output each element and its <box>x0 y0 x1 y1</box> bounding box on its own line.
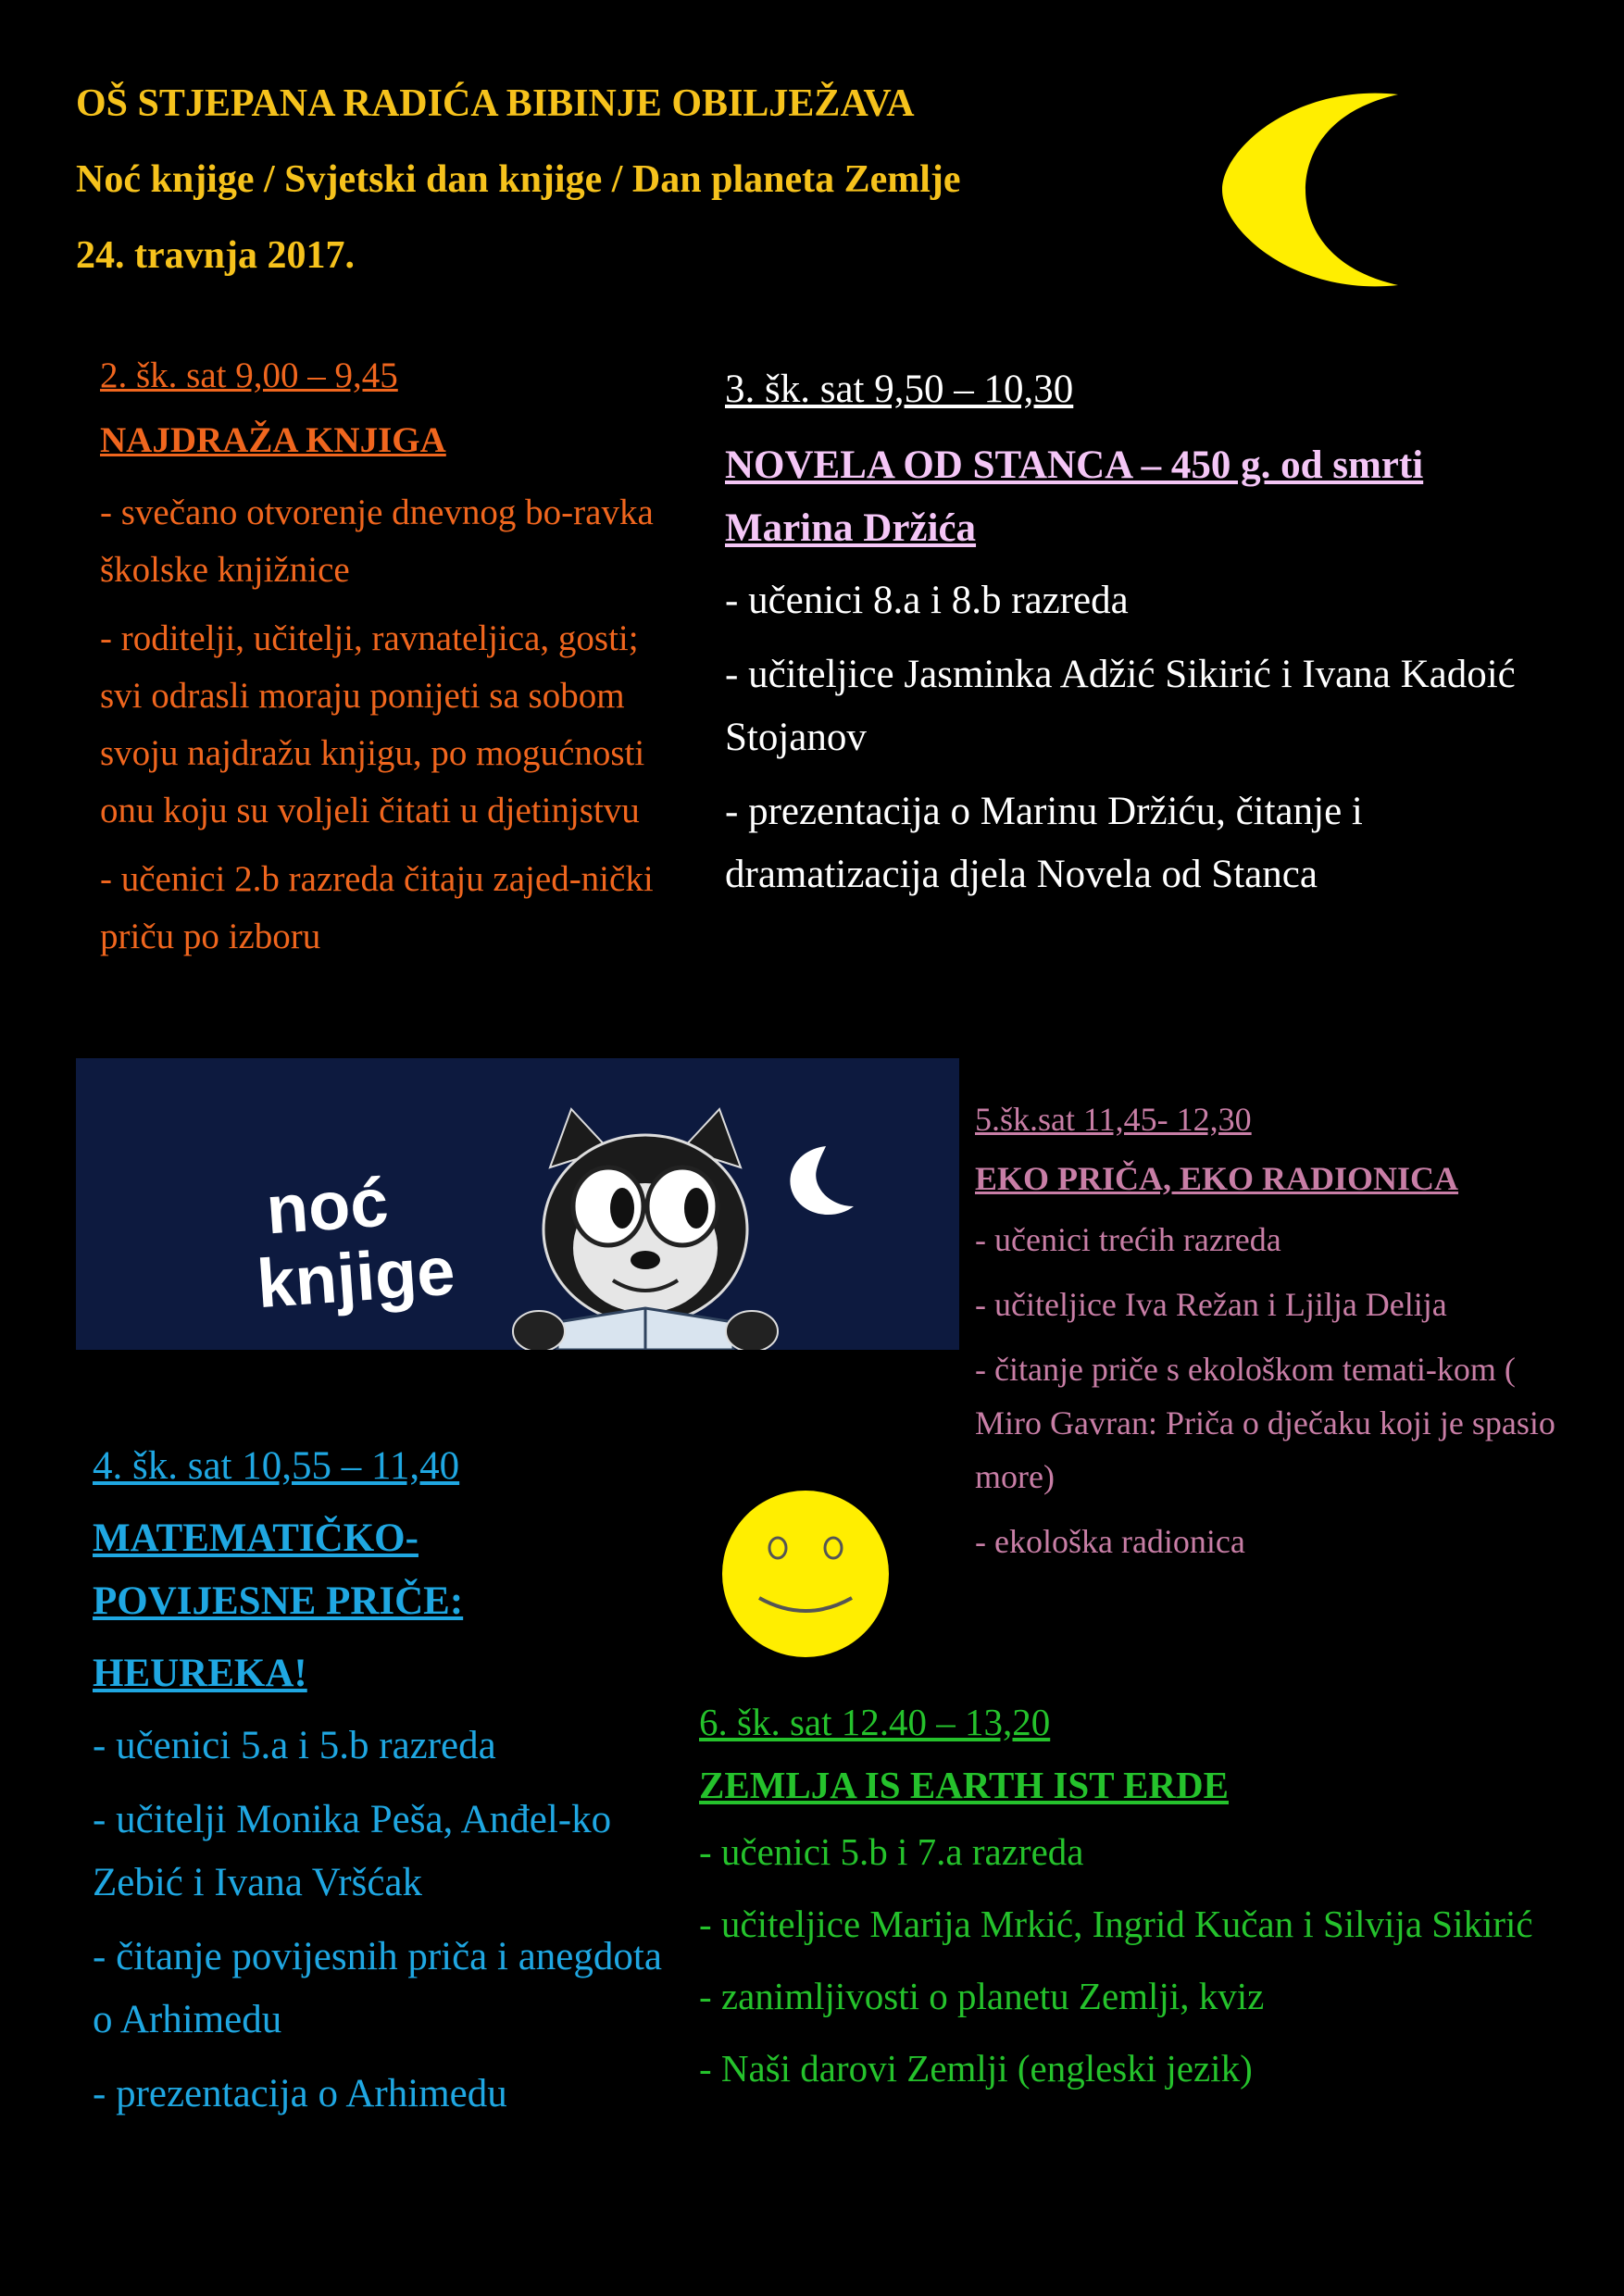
section-period-2 <box>100 347 683 977</box>
header-date-line: 24. travnja 2017. <box>76 234 355 277</box>
section-5-item: - učiteljice Iva Režan i Ljilja Delija <box>975 1286 1447 1323</box>
section-6-time: 6. šk. sat 12.40 – 13,20 <box>699 1701 1051 1743</box>
section-3-item: - prezentacija o Marinu Držiću, čitanje i dramatizacija djela Novela od Stanca <box>725 790 1363 896</box>
section-3-time: 3. šk. sat 9,50 – 10,30 <box>725 368 1074 411</box>
section-6-item: - učenici 5.b i 7.a razreda <box>699 1830 1084 1873</box>
section-period-4 <box>93 1435 685 2137</box>
section-6-item: - Naši darovi Zemlji (engleski jezik) <box>699 2047 1253 2090</box>
section-period-6 <box>699 1694 1569 2113</box>
section-4-time: 4. šk. sat 10,55 – 11,40 <box>93 1444 460 1488</box>
section-2-title: NAJDRAŽA KNJIGA <box>100 420 446 460</box>
header-event-line: Noć knjige / Svjetski dan knjige / Dan planeta Zemlje <box>76 158 961 201</box>
section-2-item: - roditelji, učitelji, ravnateljica, gosti; svi odrasli moraju ponijeti sa sobom svoju najdražu knjigu, po mogućnosti onu koju su voljeli čitati u djetinjstvu <box>100 618 645 830</box>
section-3-title: NOVELA OD STANCA – 450 g. od smrti Marina Držića <box>725 443 1424 550</box>
section-4-item: - učitelji Monika Peša, Anđel-ko Zebić i Ivana Vršćak <box>93 1798 612 1904</box>
section-4-item: - učenici 5.a i 5.b razreda <box>93 1724 496 1767</box>
logo-line-1: noć <box>263 1163 391 1249</box>
section-6-item: - zanimljivosti o planetu Zemlji, kviz <box>699 1975 1265 2017</box>
section-4-item: - prezentacija o Arhimedu <box>93 2072 507 2115</box>
section-4-item: - čitanje povijesnih priča i anegdota o Arhimedu <box>93 1935 662 2041</box>
section-5-title: EKO PRIČA, EKO RADIONICA <box>975 1160 1459 1197</box>
poster-header <box>76 76 961 304</box>
smiley-face-icon <box>720 1489 891 1659</box>
header-school-line: OŠ STJEPANA RADIĆA BIBINJE OBILJEŽAVA <box>76 82 915 125</box>
section-5-item: - ekološka radionica <box>975 1523 1245 1560</box>
section-3-item: - učenici 8.a i 8.b razreda <box>725 579 1129 622</box>
section-5-item: - čitanje priče s ekološkom temati-kom ( Miro Gavran: Priča o dječaku koji je spasio more) <box>975 1351 1555 1495</box>
section-6-item: - učiteljice Marija Mrkić, Ingrid Kučan i Silvija Sikirić <box>699 1903 1533 1945</box>
noc-knjige-logo <box>76 1058 959 1350</box>
section-5-time: 5.šk.sat 11,45- 12,30 <box>975 1101 1252 1138</box>
crescent-moon-icon <box>1222 93 1407 287</box>
section-6-title: ZEMLJA IS EARTH IST ERDE <box>699 1764 1229 1806</box>
section-4-title-line-3: HEUREKA! <box>93 1652 307 1695</box>
section-2-item: - svečano otvorenje dnevnog bo-ravka školske knjižnice <box>100 493 654 590</box>
section-period-5 <box>975 1092 1577 1579</box>
section-period-3 <box>725 358 1558 917</box>
section-3-item: - učiteljice Jasminka Adžić Sikirić i Ivana Kadoić Stojanov <box>725 653 1516 759</box>
section-2-item: - učenici 2.b razreda čitaju zajed-nički priču po izboru <box>100 859 654 956</box>
section-5-item: - učenici trećih razreda <box>975 1221 1281 1258</box>
logo-line-2: knjige <box>254 1231 457 1323</box>
section-2-time: 2. šk. sat 9,00 – 9,45 <box>100 356 398 395</box>
noc-knjige-banner <box>76 1058 959 1350</box>
section-4-title-line-1: MATEMATIČKO- <box>93 1516 418 1560</box>
section-4-title-line-2: POVIJESNE PRIČE: <box>93 1579 464 1623</box>
